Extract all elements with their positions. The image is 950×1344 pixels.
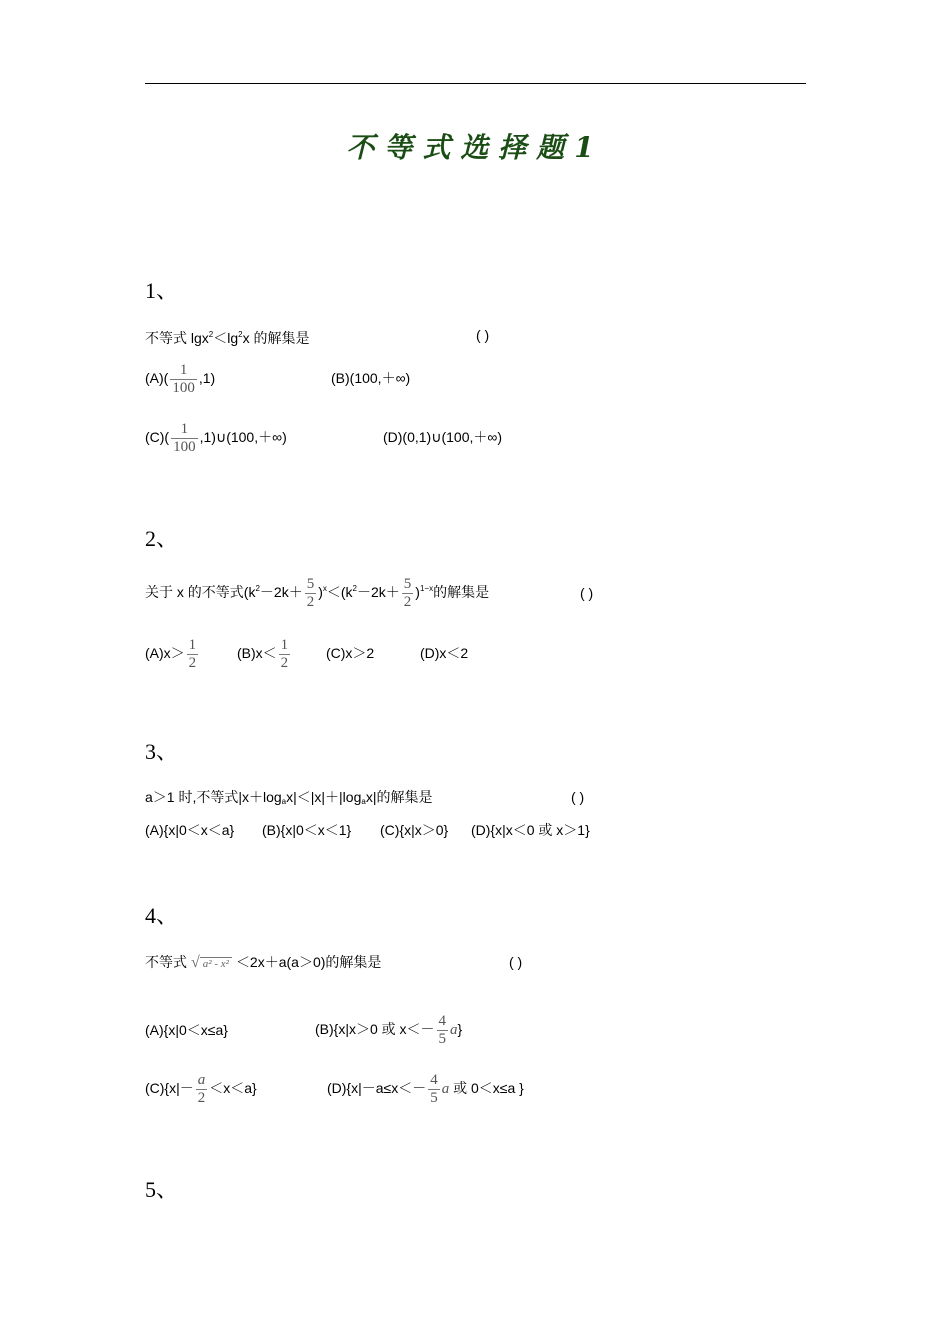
question-4-number: 4、 [145,903,179,928]
question-5-number: 5、 [145,1177,179,1202]
fraction-5-2: $\frac{5}{2}$ [403,576,412,610]
question-3-answer-paren: ( ) [571,789,585,805]
question-3-option-b: (B){x|0＜x＜1} [262,822,352,838]
fraction-1-2: $\frac{1}{2}$ [188,637,197,671]
fraction-1-100: $\frac{1}{100}$ [173,421,196,455]
question-4-option-a: (A){x|0＜x≤a} [145,1022,228,1038]
question-1-stem: 不等式 $\lg x^2<\lg^2x$ 的解集是 [145,330,310,346]
question-2-stem: 关于 x 的不等式($k^2-2k+$ $\frac{5}{2}$ )$^x<(k^2-2k+$ $\frac{5}{2}$ )$^{1-x}$的解集是 [145,576,490,610]
question-1-number: 1、 [145,278,179,303]
question-2-number: 2、 [145,526,179,551]
question-4-stem: 不等式 √ a² - x² ＜2x＋a(a＞0)的解集是 [145,953,382,971]
question-3-option-d: (D){x|x＜0 或 x＞1} [471,822,590,838]
question-2-option-a: (A)x＞ $\frac{1}{2}$ [145,637,197,671]
fraction-1-2: $\frac{1}{2}$ [280,637,289,671]
header-rule [145,83,806,84]
fraction-a-2: $\frac{a}{2}$ [197,1072,206,1106]
fraction-5-2: $\frac{5}{2}$ [306,576,315,610]
question-3-option-a: (A){x|0＜x＜a} [145,822,235,838]
fraction-4-5: $\frac{4}{5}$ [430,1072,438,1106]
question-4-answer-paren: ( ) [509,954,523,970]
question-3-number: 3、 [145,739,179,764]
question-1-option-d: (D)(0,1)∪(100,＋∞) [383,429,503,445]
question-4-option-c: (C){x|－ $\frac{a}{2}$ ＜x＜a} [145,1072,257,1106]
question-1-option-c: (C)( $\frac{1}{100}$ ,1)∪(100,＋∞) [145,421,287,455]
page-title: 不等式选择题1 [346,131,604,164]
fraction-4-5: $\frac{4}{5}$ [438,1013,447,1047]
question-2-option-c: (C)x＞2 [326,645,375,661]
question-2-option-d: (D)x＜2 [420,645,469,661]
question-1-answer-paren: ( ) [476,327,490,343]
square-root-expression: √ a² - x² [191,954,232,973]
question-2-answer-paren: ( ) [580,585,594,601]
question-2-option-b: (B)x＜ $\frac{1}{2}$ [237,637,289,671]
question-1-option-b: (B)(100,＋∞) [331,370,411,386]
question-1-option-a: (A)( $\frac{1}{100}$ ,1) [145,362,216,396]
question-3-option-c: (C){x|x＞0} [380,822,449,838]
question-4-option-d: (D){x|－a≤x＜－ $\frac{4}{5}$ a 或 0＜x≤a } [327,1072,524,1106]
question-4-option-b: (B){x|x＞0 或 x＜－ $\frac{4}{5}$ a} [315,1013,463,1047]
fraction-1-100: $\frac{1}{100}$ [172,362,195,396]
question-3-stem: a＞1 时,不等式$|x+\log_ax|<|x|+|\log_ax|$的解集是 [145,789,433,806]
